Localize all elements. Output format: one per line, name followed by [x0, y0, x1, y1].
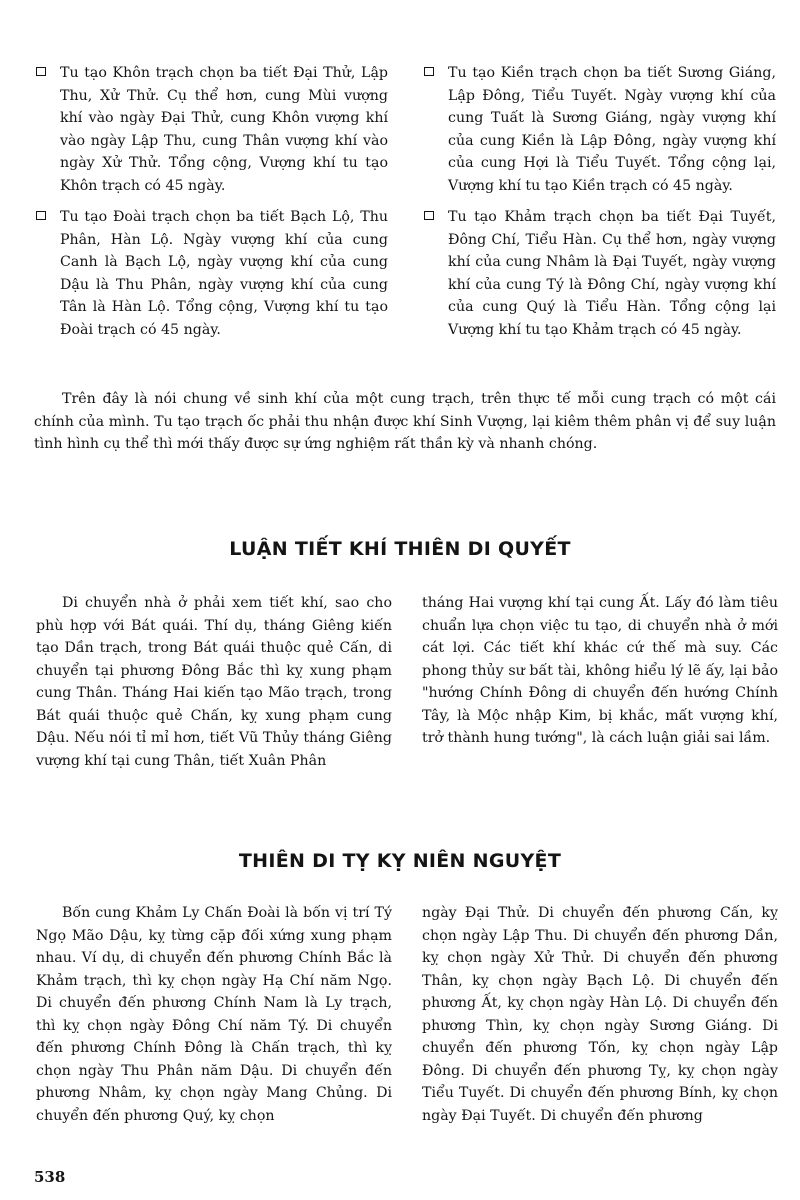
list-item	[36, 62, 388, 197]
checkbox-bullet-icon	[424, 211, 434, 220]
bullet-text: Tu tạo Kiền trạch chọn ba tiết Sương Giáng, Lập Đông, Tiểu Tuyết. Ngày vượng khí của cung Tuất là Sương Giáng, ngày vượng khí của cung Kiền là Lập Đông, ngày vượng khí của cung Hợi là Tiểu Tuyết. Tổng cộng lại, Vượng khí tu tạo Kiền trạch có 45 ngày.	[448, 65, 776, 194]
top-left-column	[36, 62, 388, 350]
section2-left-text: Bốn cung Khảm Ly Chấn Đoài là bốn vị trí Tý Ngọ Mão Dậu, kỵ từng cặp đối xứng xung phạm nhau. Ví dụ, di chuyển đến phương Chính Bắc là Khảm trạch, thì kỵ chọn ngày Hạ Chí năm Ngọ. Di chuyển đến phương Chính Nam là Ly trạch, thì kỵ chọn ngày Đông Chí năm Tý. Di chuyển đến phương Chính Đông là Chấn trạch, thì kỵ chọn ngày Thu Phân năm Dậu. Di chuyển đến phương Nhâm, kỵ chọn ngày Mang Chủng. Di chuyển đến phương Quý, kỵ chọn	[36, 905, 392, 1124]
section2-columns	[36, 902, 778, 1127]
bullet-text: Tu tạo Khôn trạch chọn ba tiết Đại Thử, Lập Thu, Xử Thử. Cụ thể hơn, cung Mùi vượng khí vào ngày Đại Thử, cung Khôn vượng khí vào ngày Lập Thu, cung Thân vượng khí vào ngày Xử Thử. Tổng cộng, Vượng khí tu tạo Khôn trạch có 45 ngày.	[60, 65, 388, 194]
list-item	[424, 62, 776, 197]
section1-columns	[36, 592, 778, 772]
section-title-luan-tiet-khi: LUẬN TIẾT KHÍ THIÊN DI QUYẾT	[229, 538, 571, 560]
top-bullet-columns	[36, 62, 776, 350]
checkbox-bullet-icon	[424, 67, 434, 76]
section-title-thien-di: THIÊN DI TỴ KỴ NIÊN NGUYỆT	[238, 850, 562, 872]
checkbox-bullet-icon	[36, 67, 46, 76]
section1-left-text: Di chuyển nhà ở phải xem tiết khí, sao cho phù hợp với Bát quái. Thí dụ, tháng Giêng kiến tạo Dần trạch, trong Bát quái thuộc quẻ Cấn, di chuyển tại phương Đông Bắc thì kỵ xung phạm cung Thân. Tháng Hai kiến tạo Mão trạch, trong Bát quái thuộc quẻ Chấn, kỵ xung phạm cung Dậu. Nếu nói tỉ mỉ hơn, tiết Vũ Thủy tháng Giêng vượng khí tại cung Thân, tiết Xuân Phân	[36, 595, 392, 769]
page-number: 538	[34, 1168, 66, 1186]
section1-right-text: tháng Hai vượng khí tại cung Ất. Lấy đó làm tiêu chuẩn lựa chọn việc tu tạo, di chuyển nhà ở mới cát lợi. Các tiết khí khác cứ thế mà suy. Các phong thủy sư bất tài, không hiểu lý lẽ ấy, lại bảo "hướng Chính Đông di chuyển đến hướng Chính Tây, là Mộc nhập Kim, bị khắc, mất vượng khí, trở thành hung tướng", là cách luận giải sai lầm.	[422, 595, 778, 746]
top-right-column	[424, 62, 776, 350]
section2-right-text: ngày Đại Thử. Di chuyển đến phương Cấn, kỵ chọn ngày Lập Thu. Di chuyển đến phương Dần, kỵ chọn ngày Xử Thử. Di chuyển đến phương Thân, kỵ chọn ngày Bạch Lộ. Di chuyển đến phương Ất, kỵ chọn ngày Hàn Lộ. Di chuyển đến phương Thìn, kỵ chọn ngày Sương Giáng. Di chuyển đến phương Tốn, kỵ chọn ngày Lập Đông. Di chuyển đến phương Tỵ, kỵ chọn ngày Tiểu Tuyết. Di chuyển đến phương Bính, kỵ chọn ngày Đại Tuyết. Di chuyển đến phương	[422, 905, 778, 1124]
list-item	[36, 206, 388, 341]
checkbox-bullet-icon	[36, 211, 46, 220]
bullet-text: Tu tạo Đoài trạch chọn ba tiết Bạch Lộ, Thu Phân, Hàn Lộ. Ngày vượng khí của cung Canh là Bạch Lộ, ngày vượng khí của cung Dậu là Thu Phân, ngày vượng khí của cung Tân là Hàn Lộ. Tổng cộng, Vượng khí tu tạo Đoài trạch có 45 ngày.	[60, 209, 388, 338]
bullet-text: Tu tạo Khảm trạch chọn ba tiết Đại Tuyết, Đông Chí, Tiểu Hàn. Cụ thể hơn, ngày vượng khí của cung Nhâm là Đại Tuyết, ngày vượng khí của cung Tý là Đông Chí, ngày vượng khí của cung Quý là Tiểu Hàn. Tổng cộng lại Vượng khí tu tạo Khảm trạch có 45 ngày.	[448, 209, 776, 338]
summary-paragraph: Trên đây là nói chung về sinh khí của một cung trạch, trên thực tế mỗi cung trạch có một cái chính của mình. Tu tạo trạch ốc phải thu nhận được khí Sinh Vượng, lại kiêm thêm phân vị để suy luận tình hình cụ thể thì mới thấy được sự ứng nghiệm rất thần kỳ và nhanh chóng.	[34, 391, 776, 452]
list-item	[424, 206, 776, 341]
